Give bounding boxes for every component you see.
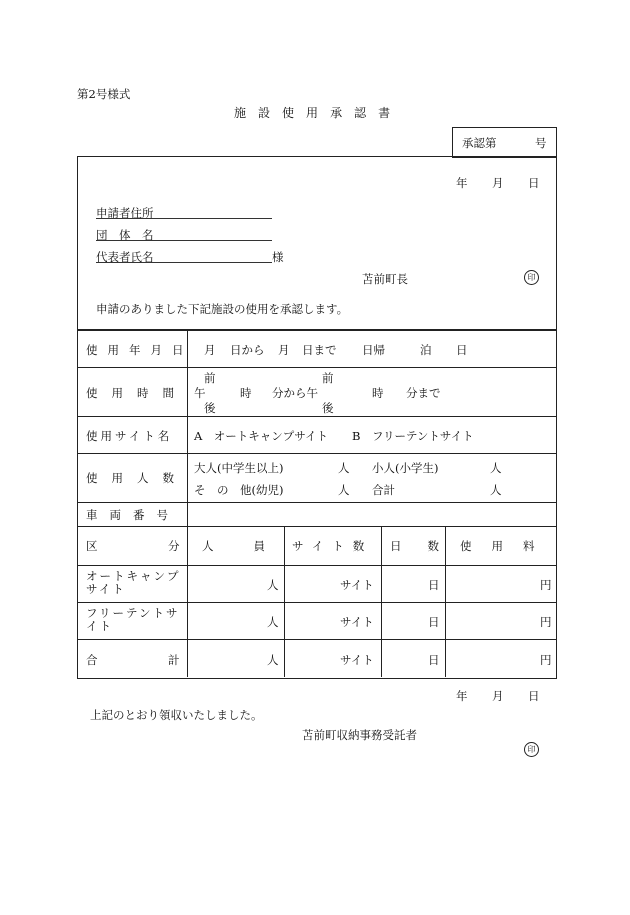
usage-dates-from: 日から bbox=[230, 343, 265, 357]
fee-row-sites: サイト bbox=[340, 653, 374, 667]
fee-row-days: 日 bbox=[428, 653, 440, 667]
usage-time-label: 使用時間 bbox=[86, 386, 188, 400]
usage-dates-dayreturn: 日帰 bbox=[362, 343, 385, 357]
receipt-date-day: 日 bbox=[528, 689, 540, 703]
other-label: そ の 他(幼児) bbox=[194, 483, 284, 497]
receipt-date-year: 年 bbox=[456, 689, 468, 703]
seal-icon: 印 bbox=[524, 270, 539, 285]
title-char: 承 bbox=[330, 106, 343, 120]
representative-name-field[interactable] bbox=[96, 262, 272, 263]
title-char: 施 bbox=[234, 106, 247, 120]
table-divider bbox=[77, 565, 556, 566]
group-name-field[interactable] bbox=[96, 240, 272, 241]
representative-name-label: 代表者氏名 bbox=[96, 250, 154, 264]
title-char: 認 bbox=[354, 106, 367, 120]
table-divider bbox=[77, 453, 556, 454]
receipt-date-month: 月 bbox=[492, 689, 504, 703]
fee-total-label-2: 計 bbox=[168, 653, 180, 667]
usage-dates-month2: 月 bbox=[278, 343, 290, 357]
honorific-sama: 様 bbox=[272, 250, 284, 264]
fee-row-people: 人 bbox=[267, 615, 279, 629]
title-char: 用 bbox=[306, 106, 319, 120]
table-divider bbox=[77, 639, 556, 640]
table-divider bbox=[381, 526, 382, 677]
fee-header-category-1: 区 bbox=[86, 539, 98, 553]
title-char: 書 bbox=[378, 106, 391, 120]
usage-site-label: 使用サイト名 bbox=[86, 429, 173, 443]
time-pm-2: 後 bbox=[322, 401, 334, 415]
time-minute-until: 分まで bbox=[406, 386, 441, 400]
applicant-address-field[interactable] bbox=[96, 218, 272, 219]
fee-row-sites: サイト bbox=[340, 615, 374, 629]
site-option-b: B フリーテントサイト bbox=[352, 429, 474, 443]
usage-dates-nights: 泊 bbox=[420, 343, 432, 357]
applicant-address-label: 申請者住所 bbox=[96, 206, 154, 220]
receipt-text: 上記のとおり領収いたしました。 bbox=[90, 708, 263, 722]
time-minute-from: 分から午 bbox=[272, 386, 318, 400]
top-date-year: 年 bbox=[456, 176, 468, 190]
other-unit: 人 bbox=[338, 483, 350, 497]
time-hour-2: 時 bbox=[372, 386, 384, 400]
fee-header-category-2: 分 bbox=[168, 539, 180, 553]
fee-row-people: 人 bbox=[267, 578, 279, 592]
table-divider bbox=[77, 602, 556, 603]
fee-row-yen: 円 bbox=[540, 615, 552, 629]
usage-dates-month1: 月 bbox=[204, 343, 216, 357]
approval-number-label: 承認第 bbox=[462, 136, 497, 150]
top-date-day: 日 bbox=[528, 176, 540, 190]
site-option-a: A オートキャンプサイト bbox=[194, 429, 328, 443]
time-am-2: 前 bbox=[322, 371, 334, 385]
form-number: 第2号様式 bbox=[77, 87, 131, 101]
fee-row-name: オートキャンプサイト bbox=[86, 569, 181, 596]
top-date-month: 月 bbox=[492, 176, 504, 190]
approval-number-suffix: 号 bbox=[535, 136, 547, 150]
approval-statement: 申請のありました下記施設の使用を承認します。 bbox=[96, 302, 349, 316]
child-unit: 人 bbox=[490, 461, 502, 475]
fee-header-sites: サイト数 bbox=[292, 539, 374, 553]
fee-row-days: 日 bbox=[428, 578, 440, 592]
usage-dates-until: 日まで bbox=[302, 343, 337, 357]
title-char: 設 bbox=[258, 106, 271, 120]
people-total-label: 合計 bbox=[372, 483, 395, 497]
fee-row-name: フリーテントサイト bbox=[86, 606, 180, 633]
issuer-name: 苫前町長 bbox=[362, 272, 408, 286]
people-total-unit: 人 bbox=[490, 483, 502, 497]
time-pm-1: 後 bbox=[204, 401, 216, 415]
adult-label: 大人(中学生以上) bbox=[194, 461, 284, 475]
fee-row-yen: 円 bbox=[540, 578, 552, 592]
table-divider bbox=[77, 416, 556, 417]
fee-row-days: 日 bbox=[428, 615, 440, 629]
fee-row-yen: 円 bbox=[540, 653, 552, 667]
title-char: 使 bbox=[282, 106, 295, 120]
child-label: 小人(小学生) bbox=[372, 461, 439, 475]
time-am-1: 前 bbox=[204, 371, 216, 385]
table-divider bbox=[77, 526, 556, 527]
receipt-receiver: 苫前町収納事務受託者 bbox=[302, 728, 417, 742]
document-title bbox=[228, 104, 396, 121]
fee-row-people: 人 bbox=[267, 653, 279, 667]
time-hour-1: 時 bbox=[240, 386, 252, 400]
fee-total-label-1: 合 bbox=[86, 653, 98, 667]
table-divider bbox=[77, 367, 556, 368]
fee-header-days: 日数 bbox=[390, 539, 465, 553]
table-divider bbox=[77, 502, 556, 503]
table-divider bbox=[187, 329, 188, 677]
group-name-label: 団 体 名 bbox=[96, 228, 154, 242]
usage-dates-days: 日 bbox=[456, 343, 468, 357]
fee-header-people: 人員 bbox=[202, 539, 305, 553]
usage-dates-label: 使用年月日 bbox=[86, 343, 194, 357]
vehicle-number-label: 車両番号 bbox=[86, 508, 180, 522]
adult-unit: 人 bbox=[338, 461, 350, 475]
receipt-seal-icon: 印 bbox=[524, 742, 539, 757]
fee-row-sites: サイト bbox=[340, 578, 374, 592]
usage-people-label: 使用人数 bbox=[86, 471, 188, 485]
fee-header-fee: 使用料 bbox=[460, 539, 555, 553]
time-gozen-1: 午 bbox=[194, 386, 206, 400]
